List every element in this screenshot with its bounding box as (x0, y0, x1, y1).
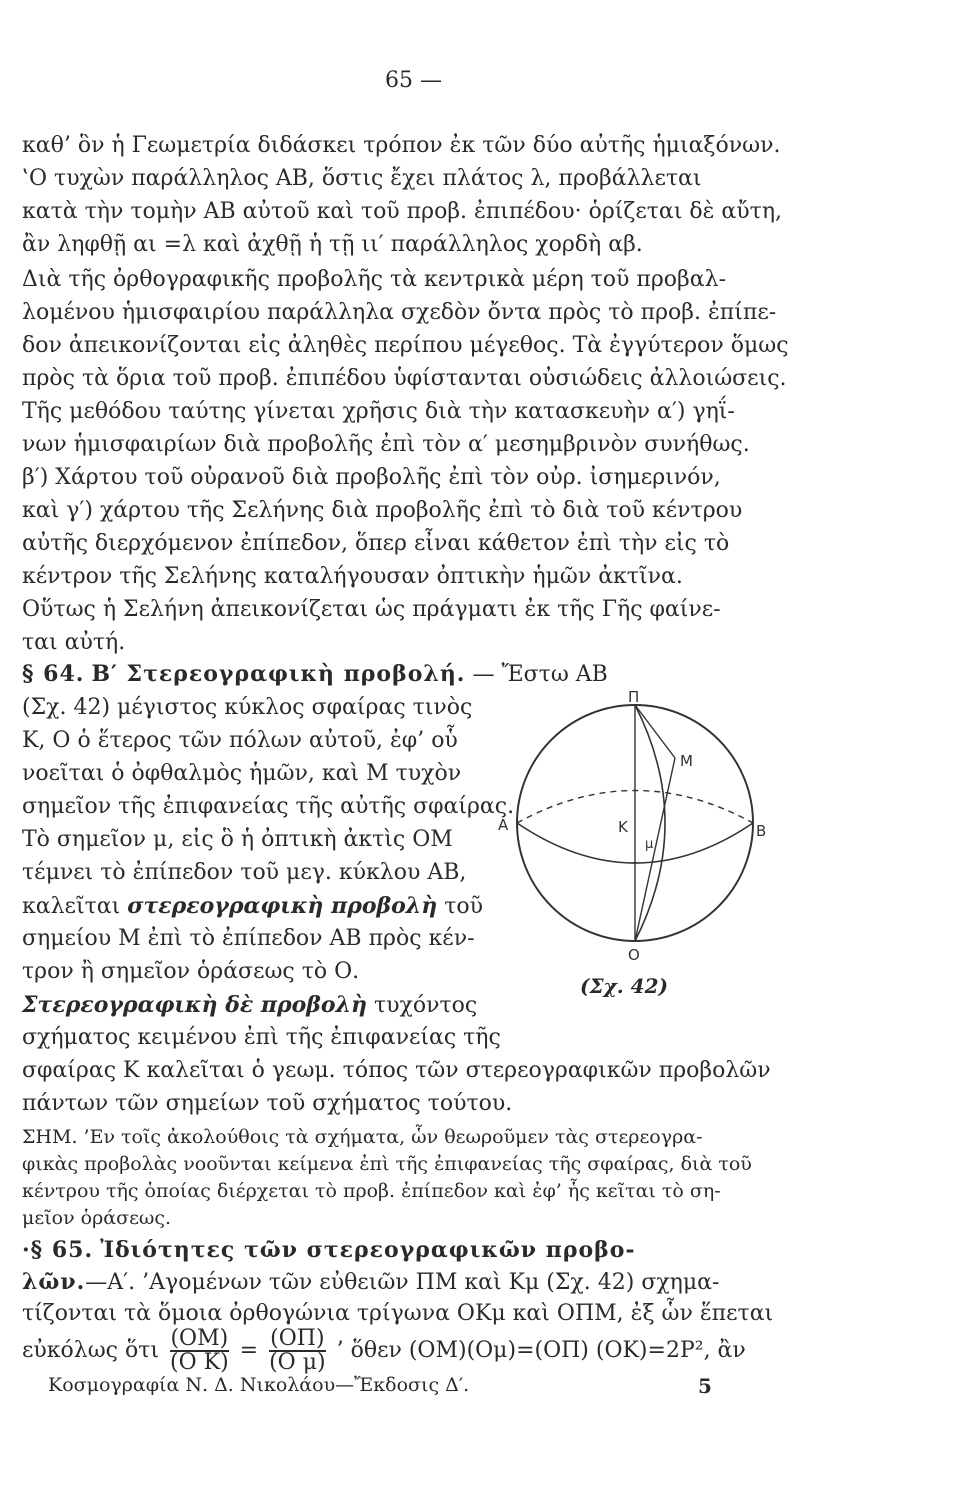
note-line: ΣΗΜ. ’Εν τοῖς ἀκολούθοις τὰ σχήματα, ὧν θεωροῦμεν τὰς στερεογρα- (22, 1126, 703, 1148)
emphasis-term: στερεογραφικὴ προβολὴ (127, 893, 438, 919)
section-number: § 64. (22, 661, 85, 687)
label-k: Κ (618, 818, 628, 836)
page-number-header: 65 — (385, 68, 442, 93)
text-line: τρον ἢ σημεῖον ὁράσεως τὸ Ο. (22, 959, 360, 984)
text-line: καὶ γ′) χάρτου τῆς Σελήνης διὰ προβολῆς ἐπὶ τὸ διὰ τοῦ κέντρου (22, 498, 743, 523)
label-m: Μ (680, 752, 693, 770)
text-line: νοεῖται ὁ ὀφθαλμὸς ἡμῶν, καὶ Μ τυχὸν (22, 761, 462, 786)
text-line: καθ’ ὃν ἡ Γεωμετρία διδάσκει τρόπον ἐκ τῶν δύο αὐτῆς ἡμιαξόνων. (22, 133, 781, 158)
section-title-cont: λῶν. (22, 1269, 86, 1295)
text-line: σφαίρας Κ καλεῖται ὁ γεωμ. τόπος τῶν στερεογραφικῶν προβολῶν (22, 1058, 771, 1083)
footer-text: Κοσμογραφία Ν. Δ. Νικολάου—Ἔκδοσις Δ′. (48, 1374, 470, 1396)
text-line: τίζονται τὰ ὅμοια ὀρθογώνια τρίγωνα ΟΚμ καὶ ΟΠΜ, ἐξ ὧν ἕπεται (22, 1301, 774, 1326)
figure-42-diagram (490, 688, 780, 988)
text-line: (Σχ. 42) μέγιστος κύκλος σφαίρας τινὸς (22, 695, 473, 720)
section-title: Ἰδιότητες τῶν στερεογραφικῶν προβο- (100, 1237, 636, 1263)
equation-line: εὐκόλως ὅτι $\frac{(OM)}{\text{(Ο Κ)}}$ = $\frac{(O\Pi)}{\text{(Ο μ)}}$ ’ ὅθεν (ΟΜ)(Ομ)=(ΟΠ) (ΟΚ)=2Ρ², ἂν (22, 1326, 746, 1375)
page-footer (48, 1374, 748, 1396)
section-number: ·§ 65. (22, 1237, 94, 1263)
text-line: σημείου Μ ἐπὶ τὸ ἐπίπεδον ΑΒ πρὸς κέν- (22, 926, 475, 951)
text-line: λομένου ἡμισφαιρίου παράλληλα σχεδὸν ὄντα πρὸς τὸ προβ. ἐπίπε- (22, 300, 777, 325)
note-line: φικὰς προβολὰς νοοῦνται κείμενα ἐπὶ τῆς ἐπιφανείας τῆς σφαίρας, διὰ τοῦ (22, 1153, 752, 1175)
text-line: τέμνει τὸ ἐπίπεδον τοῦ μεγ. κύκλου ΑΒ, (22, 860, 467, 885)
label-o: Ο (628, 946, 640, 964)
text-line: Κ, Ο ὁ ἕτερος τῶν πόλων αὐτοῦ, ἐφ’ οὗ (22, 728, 458, 753)
text-line: αὐτῆς διερχόμενον ἐπίπεδον, ὅπερ εἶναι κάθετον ἐπὶ τὴν εἰς τὸ (22, 531, 730, 556)
text-line: Οὕτως ἡ Σελήνη ἀπεικονίζεται ὡς πράγματι ἐκ τῆς Γῆς φαίνε- (22, 597, 721, 622)
fraction-om-ok: $\frac{(OM)}{\text{(Ο Κ)}}$ (170, 1326, 229, 1375)
signature-number: 5 (698, 1374, 712, 1398)
label-mu: μ (645, 837, 654, 852)
text-line: νων ἡμισφαιρίων διὰ προβολῆς ἐπὶ τὸν α′ μεσημβρινὸν συνήθως. (22, 432, 750, 457)
text-line: σχήματος κειμένου ἐπὶ τῆς ἐπιφανείας τῆς (22, 1025, 501, 1050)
text-line: πάντων τῶν σημείων τοῦ σχήματος τούτου. (22, 1091, 513, 1116)
stereo-definition-line: καλεῖται στερεογραφικὴ προβολὴ τοῦ (22, 893, 483, 919)
section-65-line: λῶν.—Α′. ’Αγομένων τῶν εὐθειῶν ΠΜ καὶ Κμ (Σχ. 42) σχημα- (22, 1269, 720, 1295)
text-line: ἂν ληφθῇ αι =λ καὶ ἀχθῇ ἡ τῇ ιι′ παράλληλος χορδὴ αβ. (22, 232, 643, 257)
section-title: Β′ Στερεογραφικὴ προβολή. (91, 661, 466, 687)
label-p: Π (628, 688, 640, 706)
text-line: ‛Ο τυχὼν παράλληλος ΑΒ, ὅστις ἔχει πλάτος λ, προβάλλεται (22, 166, 702, 191)
text-line: ται αὐτή. (22, 630, 126, 655)
line-om (635, 758, 675, 941)
label-a: Α (498, 816, 509, 834)
fraction-op-om: $\frac{(O\Pi)}{\text{(Ο μ)}}$ (269, 1326, 326, 1375)
text-line: Τῆς μεθόδου ταύτης γίνεται χρῆσις διὰ τὴν κατασκευὴν α′) γηΐ- (22, 399, 735, 424)
section-65-heading (22, 1236, 782, 1265)
text-line: πρὸς τὰ ὅρια τοῦ προβ. ἐπιπέδου ὑφίστανται οὐσιώδεις ἀλλοιώσεις. (22, 366, 787, 391)
text-line: Διὰ τῆς ὀρθογραφικῆς προβολῆς τὰ κεντρικὰ μέρη τοῦ προβαλ- (22, 267, 726, 292)
note-line: κέντρου τῆς ὁποίας διέρχεται τὸ προβ. ἐπίπεδον καὶ ἐφ’ ἧς κεῖται τὸ ση- (22, 1180, 721, 1202)
note-line: μεῖον ὁράσεως. (22, 1207, 172, 1229)
text-line: κέντρον τῆς Σελήνης καταλήγουσαν ὀπτικὴν ἡμῶν ἀκτῖνα. (22, 564, 683, 589)
text-line: κατὰ τὴν τομὴν ΑΒ αὐτοῦ καὶ τοῦ προβ. ἐπιπέδου· ὁρίζεται δὲ αὔτη, (22, 199, 783, 224)
section-lead: — Ἔστω ΑΒ (472, 662, 608, 687)
definition-line: Στερεογραφικὴ δὲ προβολὴ τυχόντος (22, 992, 478, 1018)
text-line: Τὸ σημεῖον μ, εἰς ὃ ἡ ὀπτικὴ ἀκτὶς ΟΜ (22, 827, 453, 852)
section-64-heading (22, 660, 782, 689)
text-line: δον ἀπεικονίζονται εἰς ἀληθὲς περίπου μέγεθος. Τὰ ἐγγύτερον ὅμως (22, 333, 789, 358)
line-pm (635, 705, 675, 758)
emphasis-term: Στερεογραφικὴ δὲ προβολὴ (22, 992, 368, 1018)
figure-caption: (Σχ. 42) (580, 974, 668, 998)
label-b: Β (756, 822, 767, 840)
text-line: β′) Χάρτου τοῦ οὐρανοῦ διὰ προβολῆς ἐπὶ τὸν οὐρ. ἰσημερινόν, (22, 465, 721, 490)
text-line: σημεῖον τῆς ἐπιφανείας τῆς αὐτῆς σφαίρας. (22, 794, 515, 819)
